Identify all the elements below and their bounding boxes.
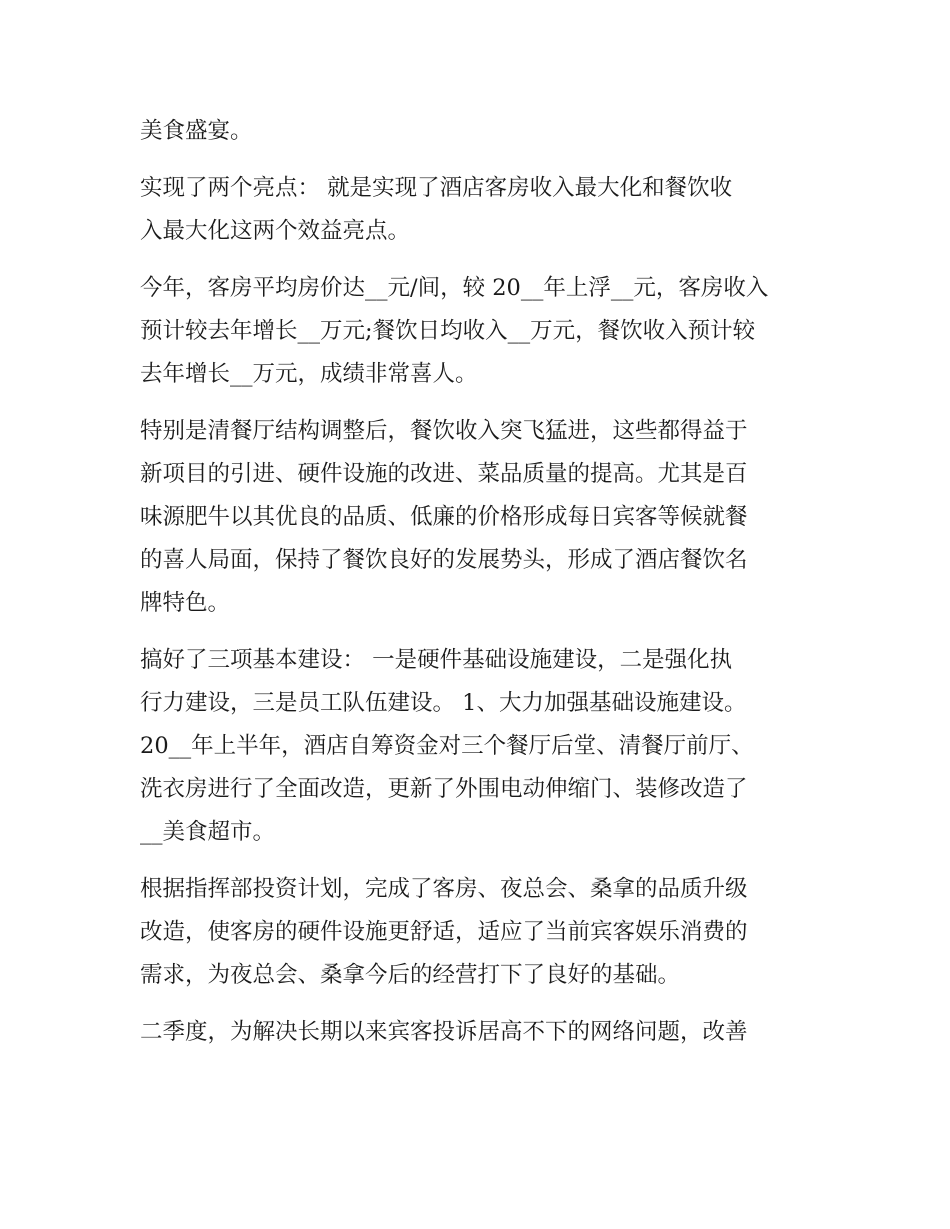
text-line: 新项目的引进、硬件设施的改进、菜品质量的提高。尤其是百 (140, 461, 748, 487)
paragraph-1 (140, 110, 812, 153)
text-line: 美食盛宴。 (140, 118, 253, 144)
text-line: 入最大化这两个效益亮点。 (140, 218, 411, 244)
paragraph-4 (140, 410, 812, 625)
text-line: 改造，使客房的硬件设施更舒适，适应了当前宾客娱乐消费的 (140, 919, 748, 945)
text-line: 需求，为夜总会、桑拿今后的经营打下了良好的基础。 (140, 962, 681, 988)
text-line: 味源肥牛以其优良的品质、低廉的价格形成每日宾客等候就餐 (140, 504, 748, 530)
paragraph-5 (140, 639, 812, 854)
text-line: 牌特色。 (140, 590, 231, 616)
text-line: 二季度，为解决长期以来宾客投诉居高不下的网络问题，改善 (140, 1019, 748, 1045)
text-line: 20__年上半年，酒店自筹资金对三个餐厅后堂、清餐厅前厅、 (140, 733, 754, 759)
text-line: 洗衣房进行了全面改造，更新了外围电动伸缩门、装修改造了 (140, 776, 748, 802)
text-line: 今年，客房平均房价达__元/间，较 20__年上浮__元，客房收入 (140, 275, 769, 301)
text-line: __美食超市。 (140, 819, 276, 845)
paragraph-7 (140, 1011, 812, 1054)
text-line: 去年增长__万元，成绩非常喜人。 (140, 361, 478, 387)
text-line: 行力建设，三是员工队伍建设。 1、大力加强基础设施建设。 (140, 690, 747, 716)
text-line: 预计较去年增长__万元;餐饮日均收入__万元，餐饮收入预计较 (140, 318, 756, 344)
document-body (140, 110, 812, 1054)
paragraph-6 (140, 868, 812, 997)
text-line: 根据指挥部投资计划，完成了客房、夜总会、桑拿的品质升级 (140, 876, 748, 902)
paragraph-2 (140, 167, 812, 253)
text-line: 搞好了三项基本建设： 一是硬件基础设施建设，二是强化执 (140, 647, 733, 673)
paragraph-3 (140, 267, 812, 396)
text-line: 的喜人局面，保持了餐饮良好的发展势头，形成了酒店餐饮名 (140, 547, 748, 573)
text-line: 特别是清餐厅结构调整后，餐饮收入突飞猛进，这些都得益于 (140, 418, 748, 444)
text-line: 实现了两个亮点： 就是实现了酒店客房收入最大化和餐饮收 (140, 175, 733, 201)
